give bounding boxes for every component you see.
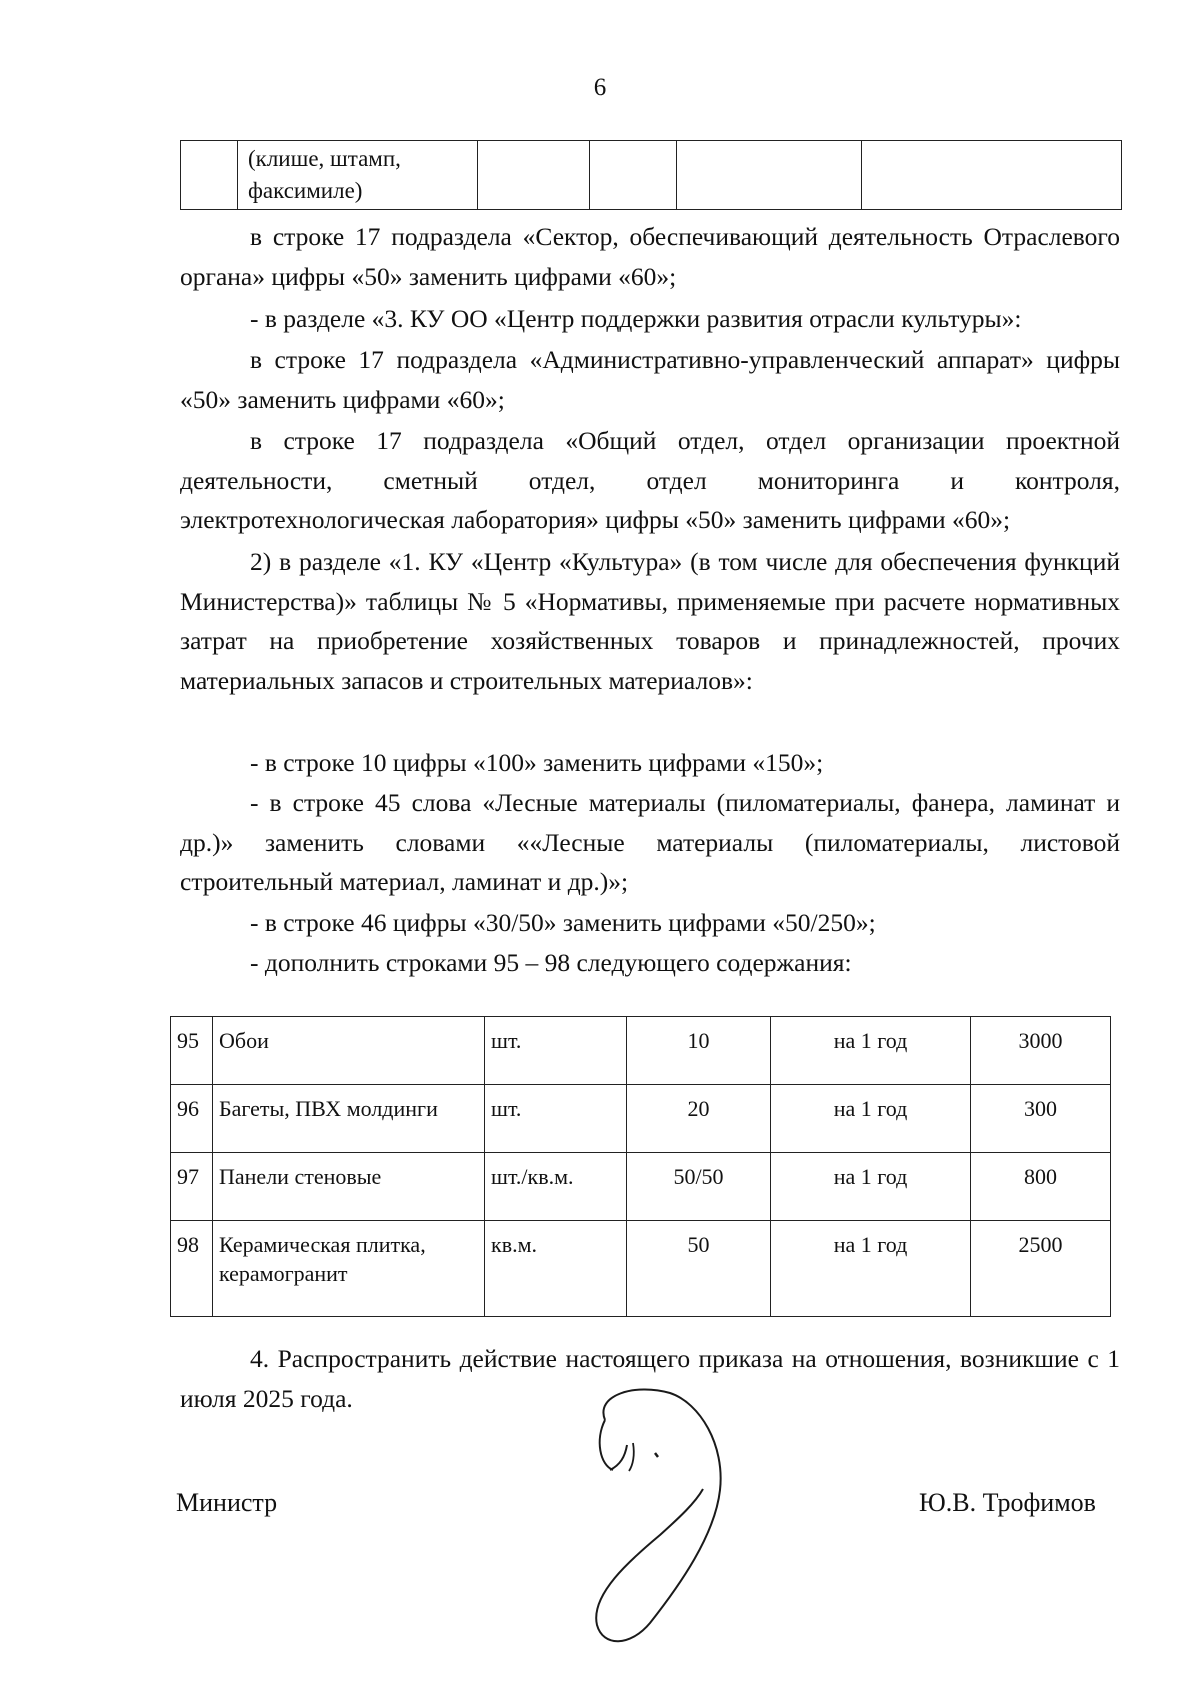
table-cell: [590, 141, 677, 210]
row-name: Панели стеновые: [213, 1153, 485, 1221]
table-row: [171, 1017, 1111, 1085]
row-number: 98: [171, 1221, 213, 1317]
row-unit: шт.: [485, 1017, 627, 1085]
row-number: 97: [171, 1153, 213, 1221]
paragraph-effective-date: 4. Распространить действие настоящего приказа на отношения, возникшие с 1 июля 2025 года.: [180, 1344, 1120, 1413]
row-number: 95: [171, 1017, 213, 1085]
row-price: 2500: [971, 1221, 1111, 1317]
row-unit: шт.: [485, 1085, 627, 1153]
table-cell: (клише, штамп, факсимиле): [238, 141, 478, 210]
table-row: [171, 1085, 1111, 1153]
paragraph-section-3: - в разделе «3. КУ ОО «Центр поддержки развития отрасли культуры»:: [250, 304, 1022, 333]
paragraph-section-1: 2) в разделе «1. КУ «Центр «Культура» (в том числе для обеспечения функций Министерства)» таблицы № 5 «Нормативы, применяемые при расчете нормативных затрат на приобретение хозяйственных товаров и принадлежностей, прочих материальных запасов и строительных материалов»:: [180, 547, 1120, 695]
rows-table: [170, 1016, 1111, 1317]
row-unit: кв.м.: [485, 1221, 627, 1317]
table-row: [181, 141, 1122, 210]
table-cell: [677, 141, 862, 210]
row-period: на 1 год: [771, 1221, 971, 1317]
row-price: 800: [971, 1153, 1111, 1221]
row-quantity: 50: [627, 1221, 771, 1317]
paragraph-general-department: в строке 17 подраздела «Общий отдел, отдел организации проектной деятельности, сметный отдел, отдел мониторинга и контроля, электротехнологическая лаборатория» цифры «50» заменить цифрами «60»;: [180, 426, 1120, 534]
row-period: на 1 год: [771, 1017, 971, 1085]
row-quantity: 50/50: [627, 1153, 771, 1221]
row-number: 96: [171, 1085, 213, 1153]
table-cell: [478, 141, 590, 210]
table-cell: [181, 141, 238, 210]
table-row: [171, 1153, 1111, 1221]
table-cell: [862, 141, 1122, 210]
row-name: Обои: [213, 1017, 485, 1085]
signatory-position: Министр: [176, 1488, 278, 1517]
row-period: на 1 год: [771, 1153, 971, 1221]
row-name: Керамическая плитка, керамогранит: [213, 1221, 485, 1317]
row-name: Багеты, ПВХ молдинги: [213, 1085, 485, 1153]
paragraph-sector: в строке 17 подраздела «Сектор, обеспечивающий деятельность Отраслевого органа» цифры «50» заменить цифрами «60»;: [180, 222, 1120, 291]
row-price: 3000: [971, 1017, 1111, 1085]
table-row: [171, 1221, 1111, 1317]
page-number: 6: [593, 74, 607, 101]
row-period: на 1 год: [771, 1085, 971, 1153]
handwritten-signature: [575, 1385, 745, 1655]
paragraph-add-rows: - дополнить строками 95 – 98 следующего содержания:: [250, 948, 852, 977]
signatory-name: Ю.В. Трофимов: [919, 1488, 1096, 1517]
table-fragment-top: [180, 140, 1122, 210]
paragraph-admin-apparatus: в строке 17 подраздела «Административно-управленческий аппарат» цифры «50» заменить цифрами «60»;: [180, 345, 1120, 414]
row-quantity: 10: [627, 1017, 771, 1085]
paragraph-row-45: - в строке 45 слова «Лесные материалы (пиломатериалы, фанера, ламинат и др.)» заменить словами ««Лесные материалы (пиломатериалы, листовой строительный материал, ламинат и др.)»;: [180, 788, 1120, 896]
row-price: 300: [971, 1085, 1111, 1153]
row-quantity: 20: [627, 1085, 771, 1153]
paragraph-row-10: - в строке 10 цифры «100» заменить цифрами «150»;: [250, 748, 824, 777]
row-unit: шт./кв.м.: [485, 1153, 627, 1221]
paragraph-row-46: - в строке 46 цифры «30/50» заменить цифрами «50/250»;: [250, 908, 876, 937]
